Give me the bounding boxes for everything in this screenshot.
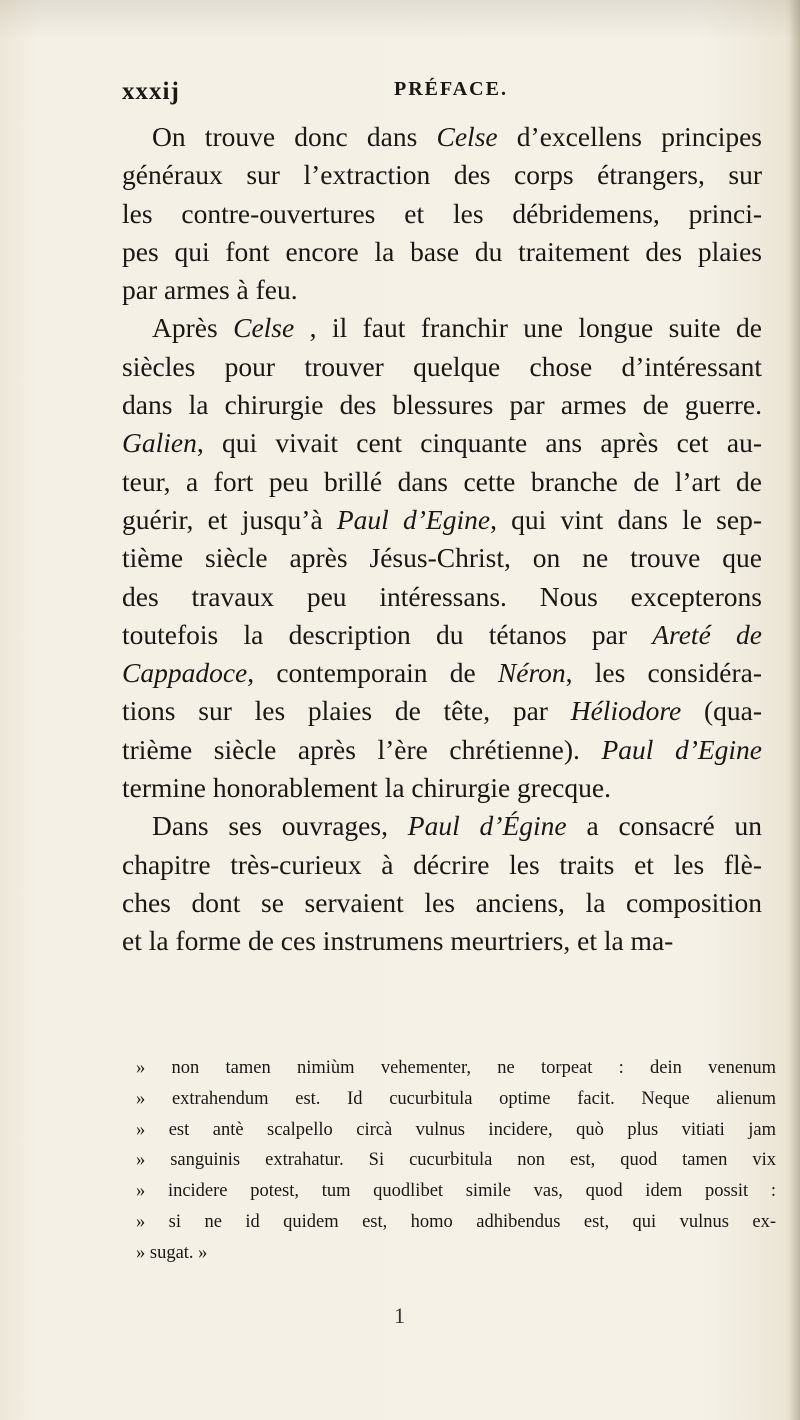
- main-text: [122, 118, 762, 961]
- text-line: et la forme de ces instrumens meurtriers, et la ma-: [122, 925, 674, 957]
- page-top-shadow: [0, 0, 800, 40]
- text-line: par armes à feu.: [122, 274, 298, 306]
- signature-mark: 1: [394, 1303, 405, 1328]
- text-line: tième siècle après Jésus-Christ, on ne trouve que: [122, 542, 762, 574]
- text-line: ches dont se servaient les anciens, la composition: [122, 886, 762, 918]
- running-head: [122, 78, 662, 108]
- text-line: Galien, qui vivait cent cinquante ans après cet au-: [122, 427, 762, 459]
- text-line: des travaux peu intéressans. Nous excepterons: [122, 580, 762, 612]
- footnote-line: » sanguinis extrahatur. Si cucurbitula non est, quod tamen vix: [136, 1150, 776, 1171]
- text-line: guérir, et jusqu’à Paul d’Egine, qui vint dans le sep-: [122, 503, 762, 535]
- text-line: Dans ses ouvrages, Paul d’Égine a consacré un: [152, 810, 762, 842]
- page-edge-shadow: [786, 0, 800, 1420]
- text-line: tions sur les plaies de tête, par Héliodore (qua-: [122, 695, 762, 727]
- footnote-line: » non tamen nimiùm vehementer, ne torpeat : dein venenum: [136, 1058, 776, 1078]
- text-line: toutefois la description du tétanos par Areté de: [122, 618, 762, 650]
- text-line: siècles pour trouver quelque chose d’intéressant: [122, 350, 762, 382]
- footnote-line: » est antè scalpello circà vulnus incidere, quò plus vitiati jam: [136, 1119, 776, 1140]
- text-line: termine honorablement la chirurgie grecque.: [122, 772, 611, 804]
- text-line: Après Celse , il faut franchir une longue suite de: [152, 312, 762, 344]
- text-line: Cappadoce, contemporain de Néron, les considéra-: [122, 657, 762, 689]
- page-number: xxxij: [122, 78, 180, 105]
- running-title: PRÉFACE.: [394, 78, 508, 100]
- text-line: On trouve donc dans Celse d’excellens principes: [152, 121, 763, 152]
- text-line: généraux sur l’extraction des corps étrangers, sur: [122, 159, 762, 191]
- text-line: pes qui font encore la base du traitement des plaies: [122, 235, 762, 267]
- footnote-line: » sugat. »: [136, 1242, 208, 1263]
- footnote-line: » incidere potest, tum quodlibet simile vas, quod idem possit :: [136, 1181, 776, 1202]
- text-line: trième siècle après l’ère chrétienne). Paul d’Egine: [122, 733, 762, 765]
- footnote-line: » extrahendum est. Id cucurbitula optime facit. Neque alienum: [136, 1088, 776, 1109]
- text-line: les contre-ouvertures et les débridemens, princi-: [122, 197, 762, 229]
- text-line: dans la chirurgie des blessures par armes de guerre.: [122, 389, 762, 421]
- footnote: [136, 1053, 776, 1269]
- footnote-line: » si ne id quidem est, homo adhibendus est, qui vulnus ex-: [136, 1211, 776, 1232]
- text-line: chapitre très-curieux à décrire les traits et les flè-: [122, 848, 762, 880]
- text-line: teur, a fort peu brillé dans cette branche de l’art de: [122, 465, 762, 497]
